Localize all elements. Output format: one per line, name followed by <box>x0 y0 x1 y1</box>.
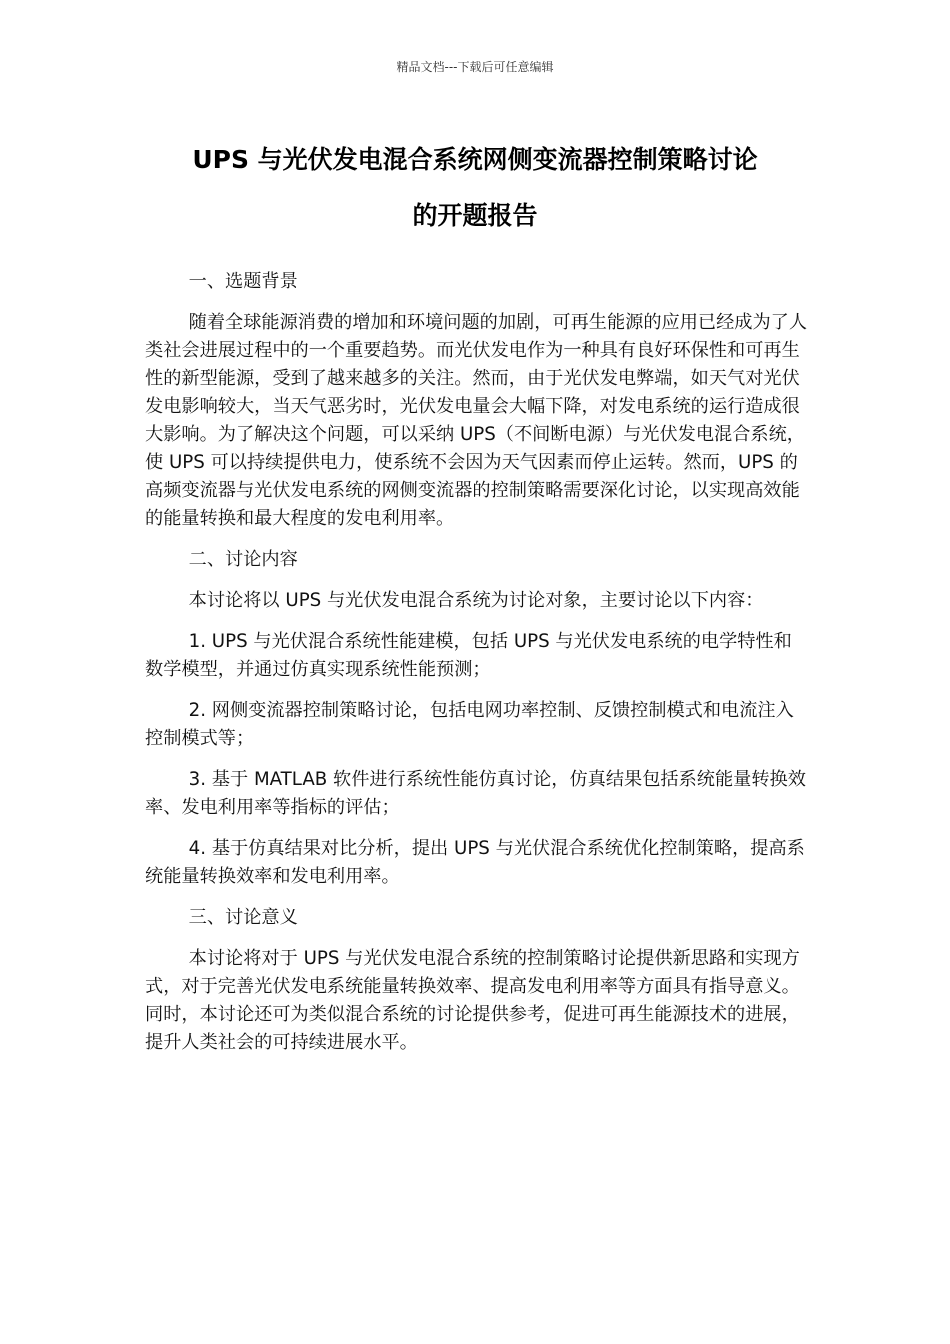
paragraph-background: 随着全球能源消费的增加和环境问题的加剧，可再生能源的应用已经成为了人类社会进展过程中的一个重要趋势。而光伏发电作为一种具有良好环保性和可再生性的新型能源，受到了越来越多的关注。然而，由于光伏发电弊端，如天气对光伏发电影响较大，当天气恶劣时，光伏发电量会大幅下降，对发电系统的运行造成很大影响。为了解决这个问题，可以采纳 UPS（不间断电源）与光伏发电混合系统，使 UPS 可以持续提供电力，使系统不会因为天气因素而停止运转。然而，UPS 的高频变流器与光伏发电系统的网侧变流器的控制策略需要深化讨论，以实现高效能的能量转换和最大程度的发电利用率。 <box>145 312 808 529</box>
paragraph-content-intro: 本讨论将以 UPS 与光伏发电混合系统为讨论对象，主要讨论以下内容： <box>188 590 764 611</box>
list-item-content-2: 2. 网侧变流器控制策略讨论，包括电网功率控制、反馈控制模式和电流注入控制模式等； <box>145 700 794 749</box>
list-item-content-4: 4. 基于仿真结果对比分析，提出 UPS 与光伏混合系统优化控制策略，提高系统能量转换效率和发电利用率。 <box>145 838 805 887</box>
document-title-line-1: UPS 与光伏发电混合系统网侧变流器控制策略讨论 <box>192 145 758 174</box>
list-item-content-1: 1. UPS 与光伏混合系统性能建模，包括 UPS 与光伏发电系统的电学特性和数学模型，并通过仿真实现系统性能预测； <box>145 631 792 680</box>
list-item-content-3: 3. 基于 MATLAB 软件进行系统性能仿真讨论，仿真结果包括系统能量转换效率、发电利用率等指标的评估； <box>145 769 806 818</box>
page-header-note: 精品文档---下载后可任意编辑 <box>396 60 554 74</box>
paragraph-significance: 本讨论将对于 UPS 与光伏发电混合系统的控制策略讨论提供新思路和实现方式，对于完善光伏发电系统能量转换效率、提高发电利用率等方面具有指导意义。同时，本讨论还可为类似混合系统的讨论提供参考，促进可再生能源技术的进展，提升人类社会的可持续进展水平。 <box>145 948 800 1053</box>
document-title-line-2: 的开题报告 <box>412 201 538 230</box>
section-heading-significance: 三、讨论意义 <box>188 907 298 928</box>
document-body <box>145 268 810 1070</box>
section-heading-content: 二、讨论内容 <box>188 549 298 570</box>
section-heading-background: 一、选题背景 <box>188 271 298 292</box>
